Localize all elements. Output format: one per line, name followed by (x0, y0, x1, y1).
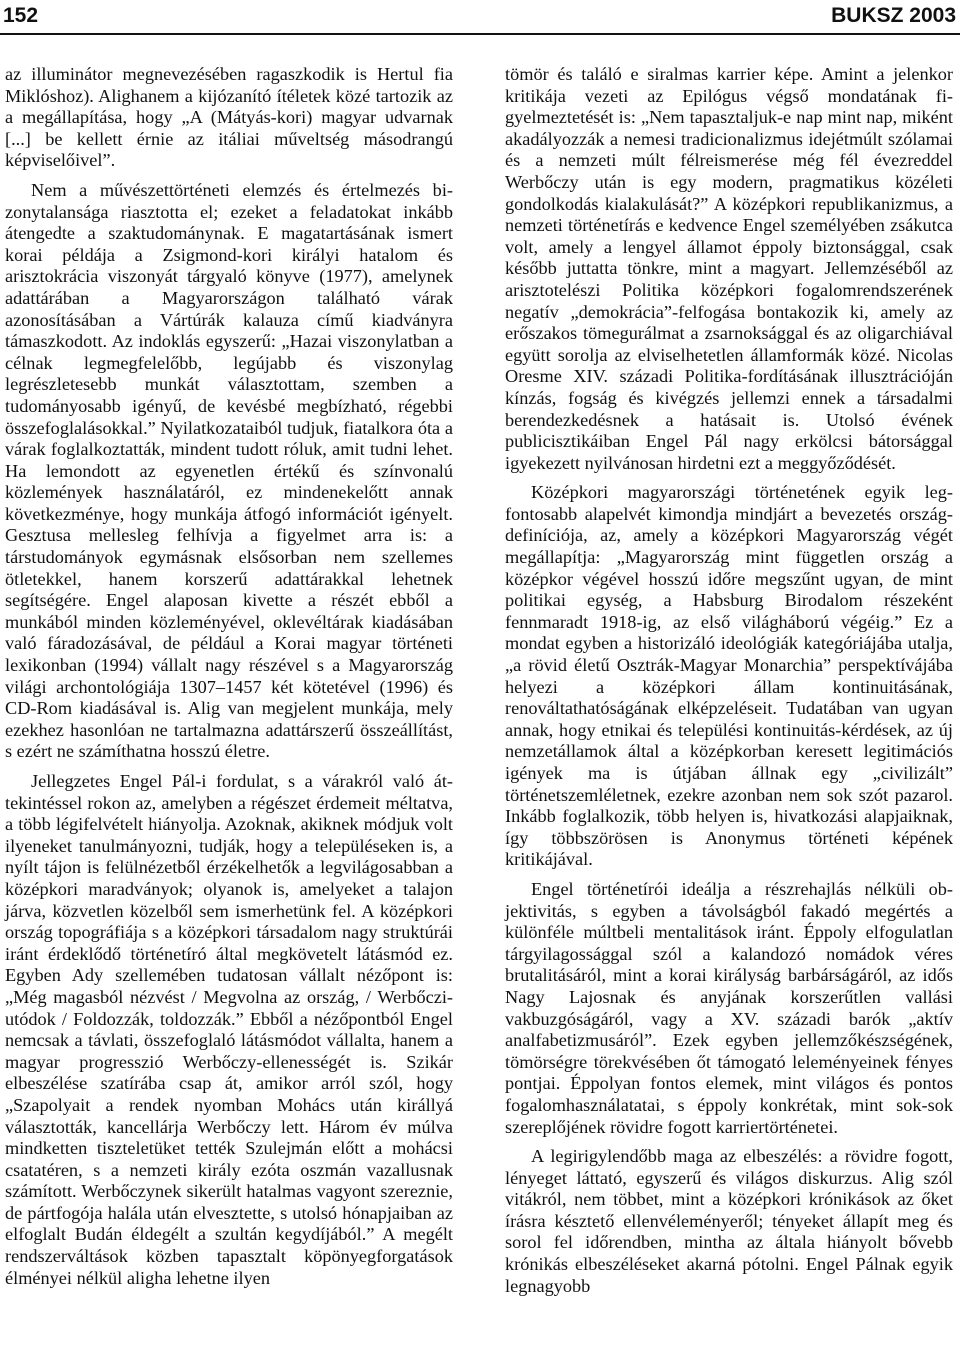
paragraph: Engel történetírói ideálja a részrehajlás nélküli objektivitás, s egyben a távolságból fakadó megértés a különféle múltbeli mentalitások iránt. Éppoly elfogulatlan tárgyilagossággal szól a kalandozó nomádok véres brutalitásáról, mint a korai királyság barbárságáról, az idős Nagy Lajosnak és anyjának korszerűtlen vallási vakbuzgóságáról, vagy a XV. századi barók „aktív analfabetizmusáról”. Ezek egyben jellemzőkészségének, tömörségre törekvésében őt támogató leleményeinek fényes pontjai. Éppolyan fontos elemek, mint világos és pontos fogalomhasználatatai, s éppoly konkrétak, mint sok-sok szereplőjének rövidre fogott karriertörténetei. (505, 878, 953, 1137)
left-column (5, 64, 453, 1297)
page-header (0, 0, 960, 36)
paragraph: Jellegzetes Engel Pál-i fordulat, s a várakról való áttekintéssel rokon az, amelyben a régészet érdemeit méltatva, a több légifelvételt hiányolja. Azoknak, akiknek módjuk volt ilyeneket tanulmányozni, tudják, hogy a településeken is, a nyílt tájon is felülnézetből érzékelhetők a legvilágosabban a középkori maradványok; olyanok is, amelyeket a talajon járva, közvetlen közelből sem ismerhetünk fel. A középkori ország topográfiája s a középkori társadalom nagy struktúrái iránt érdeklődő történetíró által megkövetelt látásmód ez. Egyben Ady szellemében tudatosan vállalt nézőpont is: „Még magasból nézvést / Megvolna az ország, / Werbőczi-utódok / Foldozzák, toldozzák.” Ebből a nézőpontból Engel nemcsak a távlati, összefoglaló látásmódot vállalta, hanem a magyar progresszió Werbőczy-ellenességét is. Szikár elbeszélése szatírába csap át, amikor arról szól, hogy „Szapolyait a rendek nyomban Mohács után királlyá választották, kancellárja Werbőczy lett. Három év múlva mindketten tiszteletüket tették Szulejmán előtt a mohácsi csatatéren, s a nemzeti király ezóta oszmán vazallusnak számított. Werbőczynek sikerült hatalmas vagyont szereznie, de pártfogója halála után elvesztette, s utolsó hónapjaiban az elfoglalt Budán éldegélt a szultán kegydíjából.” A megélt rendszerváltások közben tapasztalt köpönyegforgatások élményei nélkül aligha lehetne ilyen (5, 771, 453, 1288)
paragraph: A legirigylendőbb maga az elbeszélés: a rövidre fogott, lényeget láttató, egyszerű és világos diskurzus. Alig szól vitákról, nem többet, mint a középkori krónikások az őket írásra késztető ellenvéleményeről; tényeket állapít meg és sorol fel időrendben, mintha az általa hiányolt bővebb krónikás elbeszéléseket akarná pótolni. Engel Pálnak egyik legnagyobb (505, 1146, 953, 1296)
header-rule (0, 33, 960, 35)
right-column (505, 64, 953, 1305)
journal-title: BUKSZ 2003 (831, 4, 956, 27)
paragraph: az illuminátor megnevezésében ragaszkodik is Hertul fia Miklóshoz). Alighanem a kijózanító ítéletek közé tartozik az a megállapítása, hogy „A (Mátyás-kori) magyar udvarnak [...] be kellett érnie az itáliai műveltség másodrangú képviselőivel”. (5, 64, 453, 171)
paragraph: tömör és találó e siralmas karrier képe. Amint a jelenkor kritikája vezeti az Epilógus végső mondatának figyelmeztetését is: „Nem tapasztaljuk-e nap mint nap, miként akadályozzák a nemesi tradicionalizmus idejétmúlt szólamai és a nemzeti múlt félreismerése még fél évezreddel Werbőczy után is egy modern, pragmatikus közéleti gondolkodás kialakulását?” A középkori republikanizmus, a nemzeti történetírás e kedvence Engel személyében zsákutca volt, amely a lengyel államot éppoly biztonsággal, csak később juttatta tönkre, mint a magyart. Jellemzéséből az arisztotelészi Politika középkori fogalomrendszerének negatív „demokrácia”-felfogása bontakozik ki, amely az erőszakos tömegurálmat a zsarnoksággal és az oligarchiával együtt sorolja az elviselhetetlen államformák közé. Nicolas Oresme XIV. századi Politika-fordításának illusztrációján kínzás, fogság és kivégzés jellemzi ennek a társadalmi berendezkedésnek a hatásait is. Utolsó évének publicisztikáiban Engel Pál nagy erkölcsi bátorsággal igyekezett nyilvánosan hirdetni ezt a meggyőződését. (505, 64, 953, 473)
page-number: 152 (3, 4, 39, 27)
paragraph: Nem a művészettörténeti elemzés és értelmezés bizonytalansága riasztotta el; ezeket a feladatokat inkább átengedte a szaktudománynak. E magatartásának ismert korai példája a Zsigmond-kori királyi hatalom és arisztokrácia viszonyát tárgyaló könyve (1977), amelynek adattárában a Magyarországon található várak azonosításában a Vártúrák kalauza című kiadványra támaszkodott. Az indoklás egyszerű: „Hazai viszonylatban a célnak legmegfelelőbb, legújabb és viszonylag legrészletesebb munkát választottam, szemben a tudományosabb igényű, de kevésbé megbízható, régebbi összefoglalásokkal.” Nyilatkozataiból tudjuk, fiatalkora óta a várak foglalkoztatták, mindent tudott róluk, amit tudni lehet. Ha lemondott az egyenetlen értékű és színvonalú közlemények használatáról, ez mindenekelőtt annak következménye, hogy munkája átfogó információt igényelt. Gesztusa mellesleg felhívja a figyelmet arra is: a társtudományok egymásnak elsősorban nem szellemes ötletekkel, hanem korszerű adattárakkal lehetnek segítségére. Engel alaposan kivette a részét ebből a munkából minden közleményével, oklevéltárak kiadásában való fáradozásával, de például a Korai magyar történeti lexikonban (1994) vállalt nagy részével s a Magyarország világi archontológiája 1307–1457 két kötetével (1996) és CD-Rom kiadásával is. Alig van megjelent munkája, mely ezekhez hasonlóan ne tartalmazna adattárszerű összeállítást, s ezért ne számíthatna hosszú életre. (5, 179, 453, 762)
paragraph: Középkori magyarországi történetének egyik legfontosabb alapelvét kimondja mindjárt a bevezetés ország-definíciója, az, amely a középkori Magyarország végét megállapítja: „Magyarország mint független ország a középkor végével hosszú időre megszűnt ugyan, de mint politikai egység, a Habsburg Birodalom részeként fennmaradt 1918-ig, az első világháború végéig.” Ez a mondat egyben a historizáló ideológiák kategóriájába utalja, „a rövid életű Osztrák-Magyar Monarchia” perspektívájába helyezi a középkori állam kontinuitásának, renováltathatóságának elképzeléseit. Tudatában van ugyan annak, hogy etnikai és települési kontinuitás-kérdések, az új nemzetállamok által a középkorban keresett legitimációs igények ma is útjában állnak egy „civilizált” történetszemléletnek, ezekre azonban nem sok szót pazarol. Inkább foglalkozik, több helyen is, hivatkozási alapjaiknak, így többszörösen is Anonymus történeti képének kritikájával. (505, 482, 953, 870)
